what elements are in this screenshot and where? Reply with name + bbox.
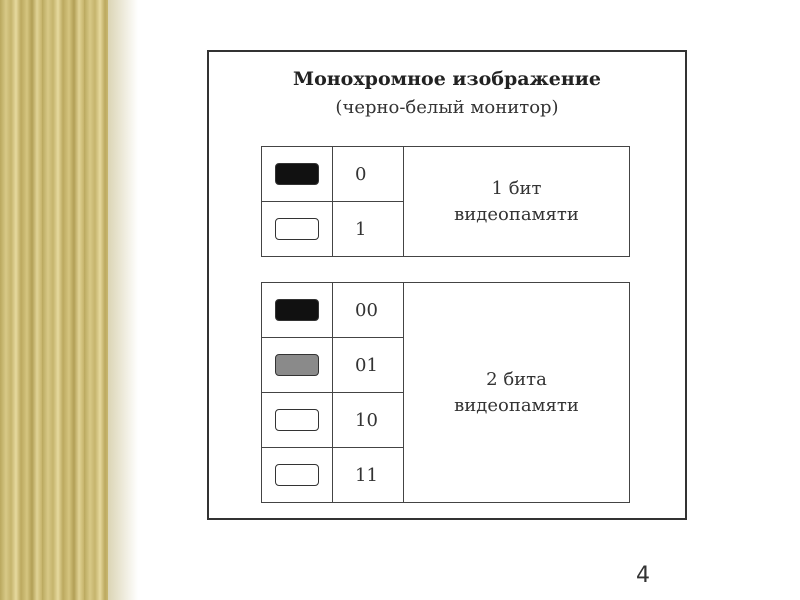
swatch-cell [262, 202, 333, 257]
one-bit-table [261, 146, 630, 257]
bit-code: 0 [333, 147, 404, 202]
bit-depth-description [404, 283, 630, 503]
color-swatch-white [275, 409, 319, 431]
monochrome-figure [207, 50, 687, 520]
swatch-cell [262, 147, 333, 202]
figure-title: Монохромное изображение [293, 68, 601, 90]
swatch-cell [262, 448, 333, 503]
bit-code: 1 [333, 202, 404, 257]
table-row [262, 147, 630, 202]
description-line: видеопамяти [454, 203, 579, 225]
color-swatch-gray [275, 354, 319, 376]
bit-depth-description [404, 147, 630, 257]
description-line: 2 бита [486, 368, 547, 390]
bit-code: 10 [333, 393, 404, 448]
swatch-cell [262, 393, 333, 448]
color-swatch-black [275, 299, 319, 321]
bit-code: 00 [333, 283, 404, 338]
color-swatch-white [275, 218, 319, 240]
swatch-cell [262, 283, 333, 338]
description-line: 1 бит [491, 177, 542, 199]
figure-subtitle: (черно-белый монитор) [335, 97, 559, 118]
page-number: 4 [636, 563, 650, 588]
table-row [262, 283, 630, 338]
bit-code: 11 [333, 448, 404, 503]
decorative-column-stripe [0, 0, 108, 600]
bit-code: 01 [333, 338, 404, 393]
swatch-cell [262, 338, 333, 393]
two-bit-table [261, 282, 630, 503]
stripe-shadow [108, 0, 138, 600]
description-line: видеопамяти [454, 394, 579, 416]
color-swatch-black [275, 163, 319, 185]
color-swatch-white [275, 464, 319, 486]
